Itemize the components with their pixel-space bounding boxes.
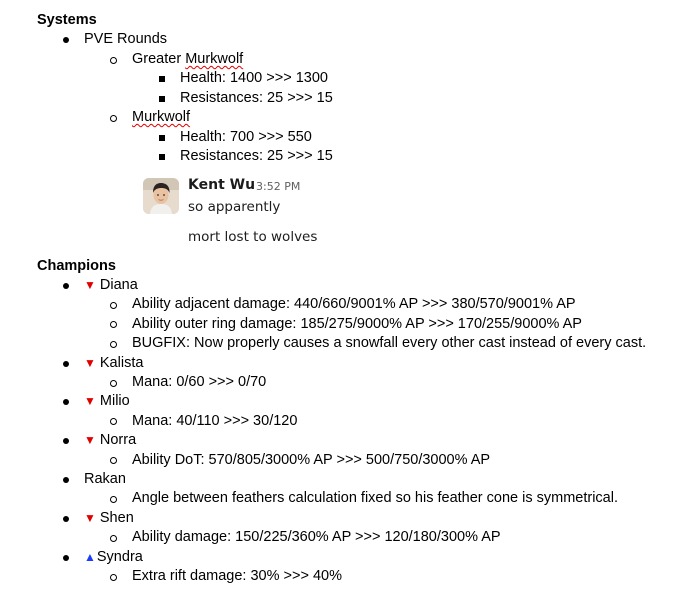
list-item-greater-murkwolf-resistances — [180, 89, 333, 108]
list-item-greater-murkwolf — [132, 50, 243, 69]
champion-change-item — [132, 412, 297, 431]
square-bullet-icon — [159, 76, 165, 82]
hollow-bullet-icon — [110, 535, 117, 542]
greater-murkwolf-health: Health: 1400 >>> 1300 — [180, 70, 328, 86]
hollow-bullet-icon — [110, 496, 117, 503]
square-bullet-icon — [159, 96, 165, 102]
champion-name: Kalista — [99, 354, 144, 371]
champion-change-text: Ability damage: 150/225/360% AP >>> 120/180/300% AP — [132, 529, 501, 546]
hollow-bullet-icon — [110, 574, 117, 581]
murkwolf-health: Health: 700 >>> 550 — [180, 129, 312, 145]
hollow-bullet-icon — [110, 57, 117, 64]
arrow-down-icon: ▼ — [84, 510, 96, 525]
bullet-icon — [63, 516, 69, 522]
hollow-bullet-icon — [110, 115, 117, 122]
greater-murkwolf-name[interactable]: Murkwolf — [185, 51, 244, 67]
bullet-icon — [63, 438, 69, 444]
greater-murkwolf-prefix: Greater — [132, 51, 186, 67]
square-bullet-icon — [159, 135, 165, 141]
systems-heading: Systems — [37, 12, 97, 28]
champion-change-item — [132, 373, 266, 392]
bullet-icon — [63, 283, 69, 289]
champion-item — [84, 431, 136, 450]
champion-change-item — [132, 528, 501, 547]
champion-change-text: Ability adjacent damage: 440/660/9001% AP >>> 380/570/9001% AP — [132, 296, 576, 313]
champion-name: Shen — [99, 509, 134, 526]
square-bullet-icon — [159, 154, 165, 160]
arrow-down-icon: ▼ — [84, 278, 96, 292]
champion-name: Rakan — [84, 471, 126, 487]
message-text: so apparently — [188, 199, 281, 215]
bullet-icon — [63, 361, 69, 367]
list-item-murkwolf — [132, 108, 190, 127]
arrow-down-icon: ▼ — [84, 433, 96, 448]
murkwolf-resistances: Resistances: 25 >>> 15 — [180, 148, 333, 164]
avatar[interactable] — [143, 178, 179, 214]
chat-message — [143, 176, 503, 252]
message-author[interactable]: Kent Wu — [188, 177, 256, 193]
hollow-bullet-icon — [110, 341, 117, 348]
champion-change-text: Mana: 0/60 >>> 0/70 — [132, 374, 267, 390]
champion-change-text: Ability DoT: 570/805/3000% AP >>> 500/750/3000% AP — [132, 451, 491, 468]
hollow-bullet-icon — [110, 302, 117, 309]
champion-change-text: Angle between feathers calculation fixed so his feather cone is symmetrical. — [132, 490, 618, 507]
champion-item — [84, 548, 143, 567]
bullet-icon — [63, 399, 69, 405]
message-timestamp[interactable]: 3:52 PM — [256, 180, 301, 193]
hollow-bullet-icon — [110, 457, 117, 464]
champion-change-item — [132, 315, 582, 334]
champion-change-text: Mana: 40/110 >>> 30/120 — [132, 412, 298, 429]
champions-heading: Champions — [37, 258, 116, 274]
champion-change-text: BUGFIX: Now properly causes a snowfall every other cast instead of every cast. — [132, 335, 647, 352]
champion-change-text: Ability outer ring damage: 185/275/9000% AP >>> 170/255/9000% AP — [132, 315, 582, 332]
list-item-pve-rounds — [84, 30, 167, 49]
champion-change-item — [132, 451, 490, 470]
champion-name: Diana — [99, 277, 138, 293]
champion-change-text: Extra rift damage: 30% >>> 40% — [132, 568, 342, 584]
bullet-icon — [63, 37, 69, 43]
hollow-bullet-icon — [110, 418, 117, 425]
bullet-icon — [63, 555, 69, 561]
champion-change-item — [132, 489, 618, 508]
champion-item — [84, 470, 126, 489]
avatar-photo-icon — [143, 178, 179, 214]
champion-item — [84, 354, 143, 373]
champion-change-item — [132, 334, 646, 353]
arrow-down-icon: ▼ — [84, 355, 96, 370]
champion-change-item — [132, 295, 576, 314]
arrow-down-icon: ▼ — [84, 394, 96, 409]
hollow-bullet-icon — [110, 380, 117, 387]
champion-item — [84, 392, 130, 411]
pve-rounds-label: PVE Rounds — [84, 31, 168, 47]
champion-name: Milio — [99, 393, 130, 410]
champion-item — [84, 509, 134, 528]
greater-murkwolf-resistances: Resistances: 25 >>> 15 — [180, 90, 333, 106]
bullet-icon — [63, 477, 69, 483]
champion-name: Syndra — [96, 548, 143, 565]
champion-item — [84, 276, 138, 295]
murkwolf-name[interactable]: Murkwolf — [132, 109, 191, 125]
hollow-bullet-icon — [110, 321, 117, 328]
message-text: mort lost to wolves — [188, 229, 318, 245]
champion-name: Norra — [99, 432, 137, 449]
arrow-up-icon: ▲ — [84, 549, 96, 564]
champion-change-item — [132, 567, 342, 586]
list-item-murkwolf-resistances — [180, 147, 333, 166]
list-item-greater-murkwolf-health — [180, 69, 328, 88]
list-item-murkwolf-health — [180, 128, 312, 147]
